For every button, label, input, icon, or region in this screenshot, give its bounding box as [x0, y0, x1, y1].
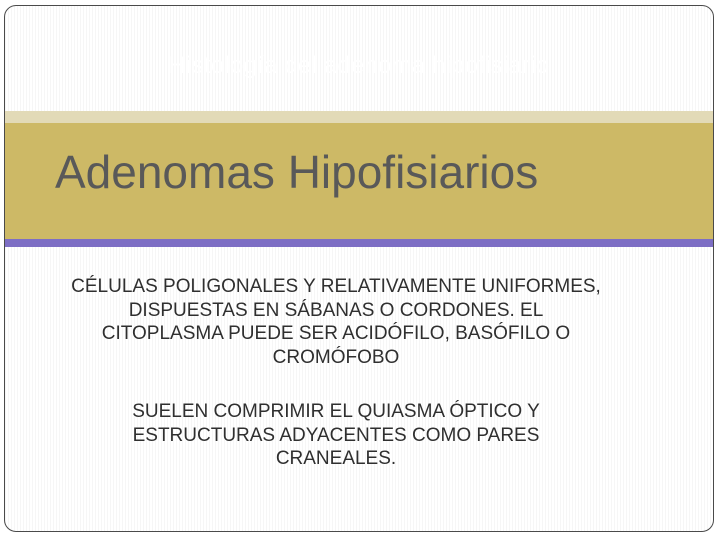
slide-header — [5, 6, 713, 110]
slide-header-text: Histología del adenoma hipofisiario — [168, 52, 550, 79]
header-divider-strip — [5, 111, 713, 123]
body-paragraph-2: SUELEN COMPRIMIR EL QUIASMA ÓPTICO Y ESTRUCTURAS ADYACENTES COMO PARES CRANEALES. — [132, 401, 540, 469]
title-band — [5, 123, 713, 239]
slide-title: Adenomas Hipofisiarios — [55, 146, 539, 198]
body-paragraph-1: CÉLULAS POLIGONALES Y RELATIVAMENTE UNIFORMES, DISPUESTAS EN SÁBANAS O CORDONES. EL CITOPLASMA PUEDE SER ACIDÓFILO, BASÓFILO O CROMÓFOBO — [71, 276, 601, 368]
accent-strip — [5, 239, 713, 247]
